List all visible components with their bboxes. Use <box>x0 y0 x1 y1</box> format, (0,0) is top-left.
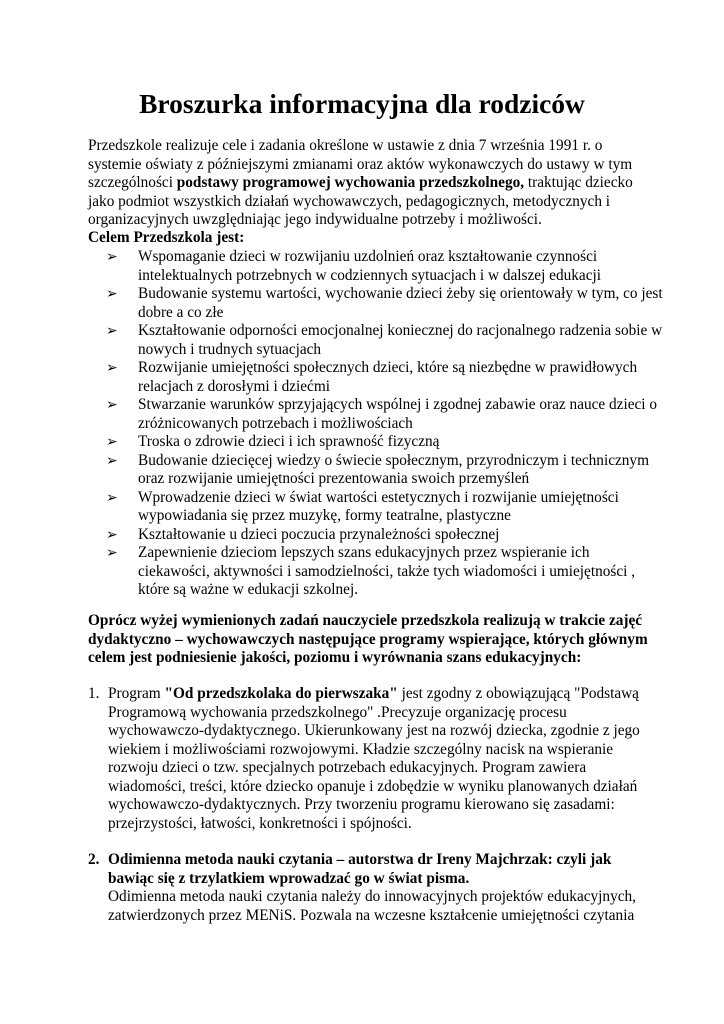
program-body <box>88 685 658 833</box>
goal-text: Kształtowanie odporności emocjonalnej koniecznej do racjonalnego radzenia sobie w nowych i trudnych sytuacjach <box>138 322 663 358</box>
programs-heading: Oprócz wyżej wymienionych zadań nauczyciele przedszkola realizują w trakcie zajęć dydaktyczno – wychowawczych następujące programy wspierające, których głównym celem jest podniesienie jakości, poziomu i wyrównania szans edukacyjnych: <box>88 612 648 666</box>
document-title: Broszurka informacyjna dla rodziców <box>139 88 585 119</box>
goals-heading: Celem Przedszkola jest: <box>88 229 245 246</box>
arrow-bullet-icon: ➢ <box>106 545 118 561</box>
list-item <box>0 526 724 545</box>
program-text: Odimienna metoda nauki czytania należy do innowacyjnych projektów edukacyjnych, zatwierdzonych przez MENiS. Pozwala na wczesne kształcenie umiejętności czytania <box>108 888 636 924</box>
list-item <box>0 322 724 359</box>
arrow-bullet-icon: ➢ <box>106 249 118 265</box>
arrow-bullet-icon: ➢ <box>106 434 118 450</box>
program-item-2 <box>88 851 658 925</box>
program-heading: Odimienna metoda nauki czytania – autorstwa dr Ireny Majchrzak: czyli jak bawiąc się z trzylatkiem wprowadzać go w świat pisma. <box>108 851 612 887</box>
arrow-bullet-icon: ➢ <box>106 526 118 543</box>
program-text: jest zgodny z obowiązującą "Podstawą Programową wychowania przedszkolnego" .Precyzuje organizację procesu wychowawczo-dydaktycznego. Ukierunkowany jest na rozwój dziecka, zgodnie z jego wiekiem i możliwościami rozwojowymi. Kładzie szczególny nacisk na wspieranie rozwoju dzieci o tzw. specjalnych potrzebach edukacyjnych. Program zawiera wiadomości, treści, które dziecko opanuje i zdobędzie w wyniku planowanych działań wychowawczo-dydaktycznych. Przy tworzeniu programu kierowano się zasadami: przejrzystości, łatwości, konkretności i spójności. <box>108 685 640 832</box>
intro-text-part1: Przedszkole realizuje cele i zadania określone w ustawie z dnia 7 września 1991 r. o systemie oświaty z późniejszymi zmianami oraz aktów wykonawczych do ustawy w tym szczególności <box>88 137 633 191</box>
goal-text: Zapewnienie dzieciom lepszych szans edukacyjnych przez wspieranie ich ciekawości, aktywności i samodzielności, także tych wiadomości i umiejętności , które są ważne w edukacji szkolnej. <box>138 544 636 598</box>
goal-text: Stwarzanie warunków sprzyjających wspólnej i zgodnej zabawie oraz nauce dzieci o zróżnicowanych potrzebach i możliwościach <box>138 396 658 432</box>
goal-text: Wprowadzenie dzieci w świat wartości estetycznych i rozwijanie umiejętności wypowiadania się przez muzykę, formy teatralne, plastyczne <box>138 488 619 524</box>
list-item <box>0 359 724 396</box>
program-number: 2. <box>88 851 100 868</box>
arrow-bullet-icon: ➢ <box>106 452 118 469</box>
goal-text: Rozwijanie umiejętności społecznych dzieci, które są niezbędne w prawidłowych relacjach z dorosłymi i dziećmi <box>138 359 638 395</box>
arrow-bullet-icon: ➢ <box>106 489 118 506</box>
list-item <box>0 396 724 433</box>
arrow-bullet-icon: ➢ <box>106 397 118 413</box>
goal-text: Kształtowanie u dzieci poczucia przynależności społecznej <box>138 525 500 543</box>
list-item <box>0 544 724 600</box>
intro-paragraph <box>88 137 648 230</box>
goal-text: Troska o zdrowie dzieci i ich sprawność fizyczną <box>138 433 440 450</box>
program-body <box>88 851 658 925</box>
intro-text-bold: podstawy programowej wychowania przedszkolnego, <box>176 174 525 191</box>
goals-list <box>0 248 724 600</box>
arrow-bullet-icon: ➢ <box>106 286 118 302</box>
program-lead: Program <box>108 685 165 702</box>
list-item <box>0 433 724 452</box>
list-item <box>0 248 724 285</box>
arrow-bullet-icon: ➢ <box>106 323 118 339</box>
intro-text-part2: traktując dziecko jako podmiot wszystkich działań wychowawczych, pedagogicznych, metodycznych i organizacyjnych uwzględniając jego indywidualne potrzeby i możliwości. <box>88 174 633 228</box>
program-item-1 <box>88 685 658 833</box>
list-item <box>0 285 724 322</box>
program-number: 1. <box>88 685 100 702</box>
arrow-bullet-icon: ➢ <box>106 360 118 376</box>
goal-text: Budowanie systemu wartości, wychowanie dzieci żeby się orientowały w tym, co jest dobre a co złe <box>138 285 663 321</box>
list-item <box>0 489 724 526</box>
goal-text: Budowanie dziecięcej wiedzy o świecie społecznym, przyrodniczym i technicznym oraz rozwijanie umiejętności prezentowania swoich przemyśleń <box>138 451 649 487</box>
goal-text: Wspomaganie dzieci w rozwijaniu uzdolnień oraz kształtowanie czynności intelektualnych potrzebnych w codziennych sytuacjach i w dalszej edukacji <box>138 248 601 284</box>
list-item <box>0 452 724 489</box>
program-name: "Od przedszkolaka do pierwszaka" <box>164 685 398 702</box>
